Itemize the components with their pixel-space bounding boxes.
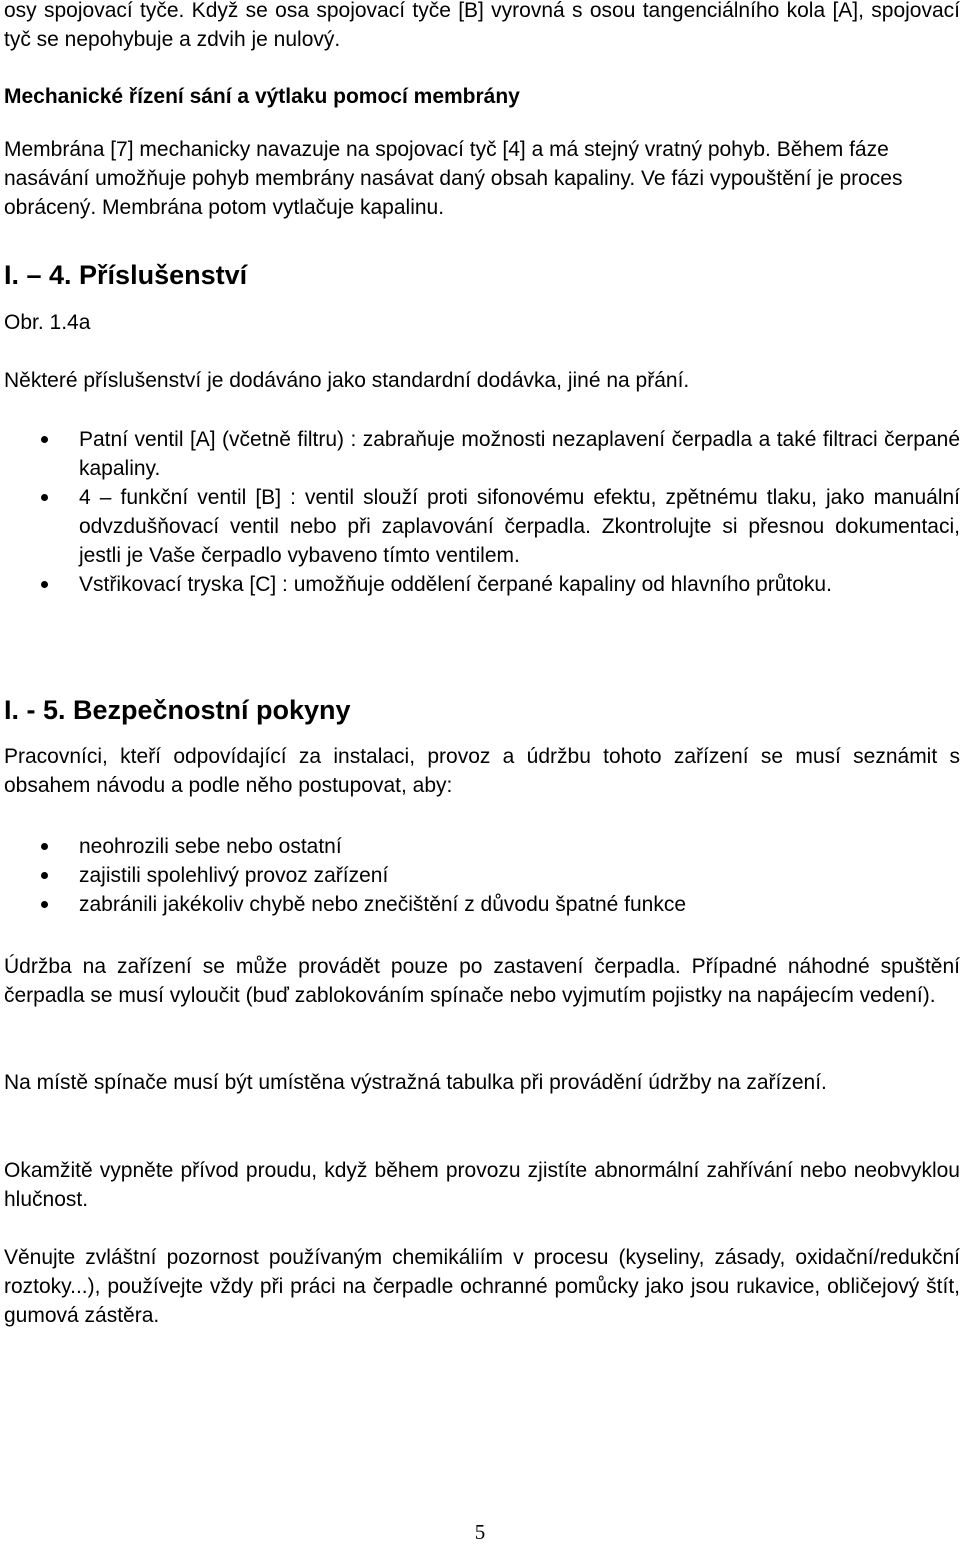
bullet-icon — [41, 901, 48, 908]
list-item — [0, 861, 960, 890]
membrane-paragraph: Membrána [7] mechanicky navazuje na spojovací tyč [4] a má stejný vratný pohyb. Během fáze nasávání umožňuje pohyb membrány nasávat daný obsah kapaliny. Ve fázi vypouštění je proces obrácený. Membrána potom vytlačuje kapalinu. — [4, 138, 903, 219]
figure-reference: Obr. 1.4a — [4, 311, 91, 334]
safety-paragraph: Na místě spínače musí být umístěna výstražná tabulka při provádění údržby na zařízení. — [4, 1071, 827, 1094]
membrane-heading: Mechanické řízení sání a výtlaku pomocí membrány — [4, 85, 520, 108]
accessories-heading: I. – 4. Příslušenství — [4, 260, 248, 290]
list-item-text: 4 – funkční ventil [B] : ventil slouží proti sifonovému efektu, zpětnému tlaku, jako manuální odvzdušňovací ventil nebo při zaplavování čerpadla. Zkontrolujte si přesnou dokumentaci, jestli je Vaše čerpadlo vybaveno tímto ventilem. — [79, 486, 960, 567]
safety-heading: I. - 5. Bezpečnostní pokyny — [4, 695, 351, 725]
list-item-text: zabránili jakékoliv chybě nebo znečištění z důvodu špatné funkce — [79, 893, 687, 916]
bullet-icon — [41, 843, 48, 850]
list-item-text: Patní ventil [A] (včetně filtru) : zabraňuje možnosti nezaplavení čerpadla a také filtraci čerpané kapaliny. — [79, 428, 960, 480]
list-item-text: neohrozili sebe nebo ostatní — [79, 835, 342, 858]
safety-paragraph: Věnujte zvláštní pozornost používaným chemikáliím v procesu (kyseliny, zásady, oxidační/redukční roztoky...), používejte vždy při práci na čerpadle ochranné pomůcky jako jsou rukavice, obličejový štít, gumová zástěra. — [4, 1246, 960, 1327]
list-item-text: Vstřikovací tryska [C] : umožňuje oddělení čerpané kapaliny od hlavního průtoku. — [79, 573, 832, 596]
list-item — [0, 570, 960, 599]
page-number: 5 — [474, 1520, 486, 1544]
list-item-text: zajistili spolehlivý provoz zařízení — [79, 864, 389, 887]
bullet-icon — [41, 872, 48, 879]
safety-paragraph: Okamžitě vypněte přívod proudu, když během provozu zjistíte abnormální zahřívání nebo neobvyklou hlučnost. — [4, 1159, 960, 1211]
bullet-icon — [41, 436, 48, 443]
accessories-intro: Některé příslušenství je dodáváno jako standardní dodávka, jiné na přání. — [4, 369, 690, 392]
safety-paragraph: Údržba na zařízení se může provádět pouze po zastavení čerpadla. Případné náhodné spuštění čerpadla se musí vyloučit (buď zablokováním spínače nebo vyjmutím pojistky na napájecím vedení). — [4, 955, 960, 1007]
list-item — [0, 832, 960, 861]
intro-paragraph: osy spojovací tyče. Když se osa spojovací tyče [B] vyrovná s osou tangenciálního kola [A], spojovací tyč se nepohybuje a zdvih je nulový. — [4, 0, 960, 51]
safety-list — [0, 832, 960, 919]
bullet-icon — [41, 581, 48, 588]
list-item — [0, 483, 960, 570]
safety-intro: Pracovníci, kteří odpovídající za instalaci, provoz a údržbu tohoto zařízení se musí seznámit s obsahem návodu a podle něho postupovat, aby: — [4, 745, 960, 797]
accessories-list — [0, 425, 960, 599]
list-item — [0, 425, 960, 483]
bullet-icon — [41, 494, 48, 501]
list-item — [0, 890, 960, 919]
